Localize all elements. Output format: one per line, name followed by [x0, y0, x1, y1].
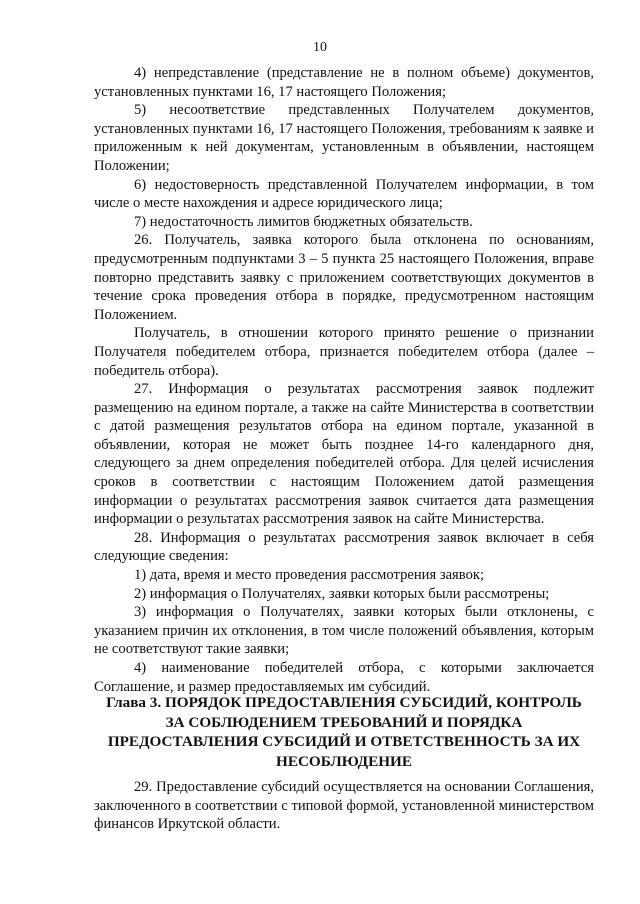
chapter-heading-line-3: ПРЕДОСТАВЛЕНИЯ СУБСИДИЙ И ОТВЕТСТВЕННОСТЬ ЗА ИХ: [107, 733, 581, 750]
paragraph-subitem-4: 4) наименование победителей отбора, с которыми заключается Соглашение, и размер предоставляемых им субсидий.: [94, 660, 594, 695]
document-body-tail: [94, 778, 594, 834]
paragraph-item-6: 6) недостоверность представленной Получателем информации, в том числе о месте нахождения и адресе юридического лица;: [94, 176, 594, 212]
page-number: 10: [313, 40, 327, 55]
paragraph-item-7: 7) недостаточность лимитов бюджетных обязательств.: [134, 213, 473, 230]
chapter-heading-line-1: Глава 3. ПОРЯДОК ПРЕДОСТАВЛЕНИЯ СУБСИДИЙ, КОНТРОЛЬ: [106, 694, 582, 711]
paragraph-item-4: 4) непредставление (представление не в полном объеме) документов, установленных пунктами 16, 17 настоящего Положения;: [94, 65, 594, 100]
paragraph-clause-27: 27. Информация о результатах рассмотрения заявок подлежит размещению на едином портале, а также на сайте Министерства в соответствии с датой размещения результатов отбора на едином портале, указанной в объявлении, которая не может быть позднее 14-го календарного дня, следующего за днем определения победителей отбора. Для целей исчисления сроков в соответствии с настоящим Положением датой размещения информации о результатах рассмотрения заявок считается дата размещения информации о результатах рассмотрения заявок на сайте Министерства.: [94, 381, 594, 528]
paragraph-subitem-3: 3) информация о Получателях, заявки которых были отклонены, с указанием причин их отклонения, в том числе положений объявления, которым не соответствуют такие заявки;: [94, 604, 594, 658]
chapter-heading: [94, 693, 594, 771]
paragraph-clause-26: 26. Получатель, заявка которого была отклонена по основаниям, предусмотренным подпунктами 3 – 5 пункта 25 настоящего Положения, вправе повторно представить заявку с приложением соответствующих документов в течение срока проведения отбора в порядке, предусмотренном настоящим Положением.: [94, 232, 594, 323]
paragraph-clause-29: 29. Предоставление субсидий осуществляется на основании Соглашения, заключенного в соответствии с типовой формой, установленной министерством финансов Иркутской области.: [94, 779, 594, 833]
chapter-heading-line-2: ЗА СОБЛЮДЕНИЕМ ТРЕБОВАНИЙ И ПОРЯДКА: [165, 713, 523, 731]
paragraph-item-5: 5) несоответствие представленных Получателем документов, установленных пунктами 16, 17 настоящего Положения, требованиям к заявке и приложенным к ней документам, установленным в объявлении, настоящем Положении;: [94, 102, 594, 174]
paragraph-winner-definition: Получатель, в отношении которого принято решение о признании Получателя победителем отбора, признается победителем отбора (далее – победитель отбора).: [94, 325, 594, 379]
document-body: [94, 64, 594, 696]
paragraph-subitem-2: 2) информация о Получателях, заявки которых были рассмотрены;: [134, 585, 550, 602]
paragraph-subitem-1: 1) дата, время и место проведения рассмотрения заявок;: [134, 567, 485, 584]
chapter-heading-line-4: НЕСОБЛЮДЕНИЕ: [276, 752, 412, 770]
paragraph-clause-28: 28. Информация о результатах рассмотрения заявок включает в себя следующие сведения:: [94, 529, 594, 565]
